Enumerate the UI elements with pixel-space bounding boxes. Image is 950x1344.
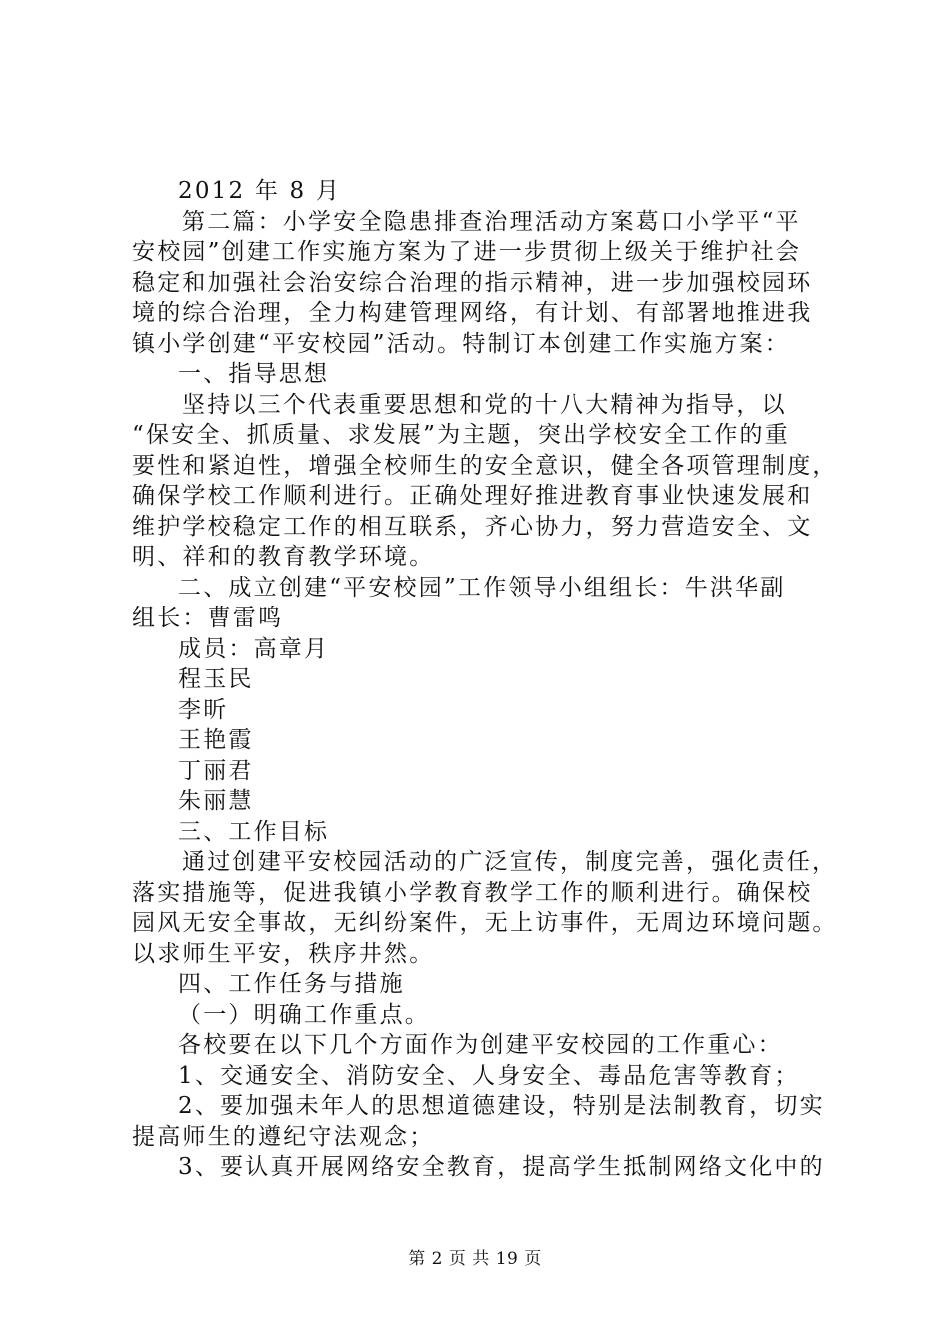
text-line: 坚持以三个代表重要思想和党的十八大精神为指导，以 [182,391,787,418]
member-line: 王艳霞 [178,727,254,753]
member-line: 成员：高章月 [178,635,330,662]
text-line: 镇小学创建“平安校园”活动。特制订本创建工作实施方案： [132,330,790,357]
text-line: 落实措施等，促进我镇小学教育教学工作的顺利进行。确保校 [132,879,813,906]
section-heading: 三、工作目标 [178,818,330,845]
text-line: 要性和紧迫性，增强全校师生的安全意识，健全各项管理制度， [132,452,838,479]
member-line: 朱丽慧 [178,788,254,814]
text-line: 组长：曹雷鸣 [132,605,284,631]
text-line: 以求师生平安，秩序井然。 [132,940,435,967]
list-item: 1、交通安全、消防安全、人身安全、毒品危害等教育； [178,1062,800,1089]
page-footer: 第 2 页 共 19 页 [408,1249,542,1269]
text-line: 提高师生的遵纪守法观念； [132,1123,435,1150]
date-line: 2012 年 8 月 [178,178,342,204]
list-item: 2、要加强未年人的思想道德建设，特别是法制教育，切实 [178,1093,825,1119]
text-line: 安校园”创建工作实施方案为了进一步贯彻上级关于维护社会 [132,239,802,265]
section-heading: 四、工作任务与措施 [178,971,405,997]
member-line: 程玉民 [178,666,254,692]
member-line: 李昕 [178,696,229,723]
member-line: 丁丽君 [178,757,254,784]
text-line: 境的综合治理，全力构建管理网络，有计划、有部署地推进我 [132,300,813,326]
document-body [132,176,852,1183]
text-line: 园风无安全事故，无纠纷案件，无上访事件，无周边环境问题。 [132,910,838,936]
text-line: 明、祥和的教育教学环境。 [132,544,435,570]
text-line: 维护学校稳定工作的相互联系，齐心协力，努力营造安全、文 [132,513,813,540]
subsection-heading: （一）明确工作重点。 [178,1001,430,1028]
text-line: 各校要在以下几个方面作为创建平安校园的工作重心： [178,1032,783,1058]
section-heading: 一、指导思想 [178,361,330,387]
text-line: 确保学校工作顺利进行。正确处理好推进教育事业快速发展和 [132,483,813,509]
text-line: “保安全、抓质量、求发展”为主题，突出学校安全工作的重 [132,422,790,448]
list-item: 3、要认真开展网络安全教育，提高学生抵制网络文化中的 [178,1154,825,1180]
text-line: 稳定和加强社会治安综合治理的指示精神，进一步加强校园环 [132,269,813,296]
section-heading: 二、成立创建“平安校园”工作领导小组组长：牛洪华副 [178,574,786,601]
text-line: 第二篇：小学安全隐患排查治理活动方案葛口小学平“平 [182,208,801,235]
text-line: 通过创建平安校园活动的广泛宣传，制度完善，强化责任， [182,849,838,875]
